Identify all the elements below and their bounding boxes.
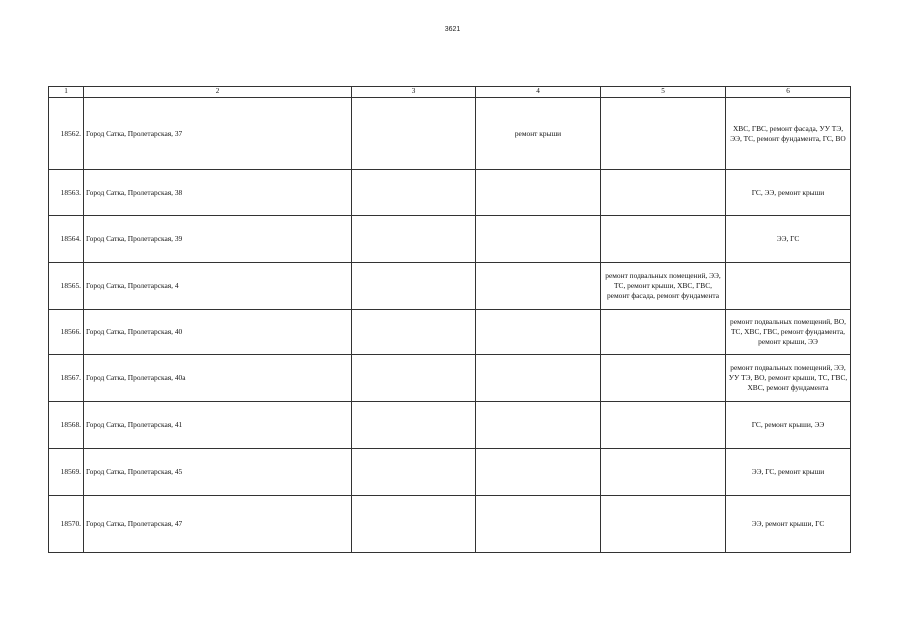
row-number: 18564. xyxy=(49,216,84,263)
column-4-cell xyxy=(476,310,601,355)
column-3-cell xyxy=(352,355,476,402)
table-row xyxy=(49,98,851,170)
address-cell: Город Сатка, Пролетарская, 39 xyxy=(84,216,352,263)
address-cell: Город Сатка, Пролетарская, 45 xyxy=(84,449,352,496)
address-cell: Город Сатка, Пролетарская, 41 xyxy=(84,402,352,449)
column-6-cell: ЭЭ, ремонт крыши, ГС xyxy=(726,496,851,553)
column-5-cell xyxy=(601,355,726,402)
column-4-cell xyxy=(476,216,601,263)
column-6-cell: ЭЭ, ГС xyxy=(726,216,851,263)
column-3-cell xyxy=(352,310,476,355)
column-3-cell xyxy=(352,263,476,310)
column-5-cell xyxy=(601,216,726,263)
row-number: 18563. xyxy=(49,170,84,216)
column-5-cell xyxy=(601,310,726,355)
column-6-cell: ГС, ремонт крыши, ЭЭ xyxy=(726,402,851,449)
column-6-cell: ЭЭ, ГС, ремонт крыши xyxy=(726,449,851,496)
column-5-cell xyxy=(601,170,726,216)
column-header-2: 2 xyxy=(84,87,352,98)
column-header-1: 1 xyxy=(49,87,84,98)
address-cell: Город Сатка, Пролетарская, 38 xyxy=(84,170,352,216)
column-4-cell xyxy=(476,449,601,496)
address-cell: Город Сатка, Пролетарская, 40 xyxy=(84,310,352,355)
address-cell: Город Сатка, Пролетарская, 4 xyxy=(84,263,352,310)
row-number: 18565. xyxy=(49,263,84,310)
row-number: 18566. xyxy=(49,310,84,355)
column-6-cell: ремонт подвальных помещений, ВО, ТС, ХВС, ГВС, ремонт фундамента, ремонт крыши, ЭЭ xyxy=(726,310,851,355)
table-row xyxy=(49,170,851,216)
column-header-3: 3 xyxy=(352,87,476,98)
column-5-cell xyxy=(601,402,726,449)
column-3-cell xyxy=(352,449,476,496)
row-number: 18562. xyxy=(49,98,84,170)
column-4-cell xyxy=(476,263,601,310)
column-4-cell xyxy=(476,402,601,449)
address-cell: Город Сатка, Пролетарская, 47 xyxy=(84,496,352,553)
table-row xyxy=(49,496,851,553)
column-4-cell: ремонт крыши xyxy=(476,98,601,170)
column-6-cell: ХВС, ГВС, ремонт фасада, УУ ТЭ, ЭЭ, ТС, ремонт фундамента, ГС, ВО xyxy=(726,98,851,170)
column-3-cell xyxy=(352,170,476,216)
table-row xyxy=(49,449,851,496)
column-5-cell xyxy=(601,496,726,553)
column-4-cell xyxy=(476,355,601,402)
column-3-cell xyxy=(352,216,476,263)
column-3-cell xyxy=(352,402,476,449)
column-4-cell xyxy=(476,496,601,553)
table-row xyxy=(49,310,851,355)
row-number: 18567. xyxy=(49,355,84,402)
page-number: 3621 xyxy=(444,26,461,33)
address-cell: Город Сатка, Пролетарская, 37 xyxy=(84,98,352,170)
registry-table xyxy=(48,86,851,553)
row-number: 18570. xyxy=(49,496,84,553)
column-4-cell xyxy=(476,170,601,216)
table-row xyxy=(49,402,851,449)
table-row xyxy=(49,263,851,310)
row-number: 18569. xyxy=(49,449,84,496)
column-5-cell xyxy=(601,98,726,170)
column-3-cell xyxy=(352,98,476,170)
table-row xyxy=(49,216,851,263)
column-3-cell xyxy=(352,496,476,553)
column-6-cell xyxy=(726,263,851,310)
column-6-cell: ГС, ЭЭ, ремонт крыши xyxy=(726,170,851,216)
column-6-cell: ремонт подвальных помещений, ЭЭ, УУ ТЭ, ВО, ремонт крыши, ТС, ГВС, ХВС, ремонт фундамента xyxy=(726,355,851,402)
row-number: 18568. xyxy=(49,402,84,449)
column-header-6: 6 xyxy=(726,87,851,98)
table-header-row xyxy=(49,87,851,98)
column-5-cell: ремонт подвальных помещений, ЭЭ, ТС, ремонт крыши, ХВС, ГВС, ремонт фасада, ремонт фундамента xyxy=(601,263,726,310)
table-row xyxy=(49,355,851,402)
column-header-5: 5 xyxy=(601,87,726,98)
column-5-cell xyxy=(601,449,726,496)
address-cell: Город Сатка, Пролетарская, 40а xyxy=(84,355,352,402)
column-header-4: 4 xyxy=(476,87,601,98)
